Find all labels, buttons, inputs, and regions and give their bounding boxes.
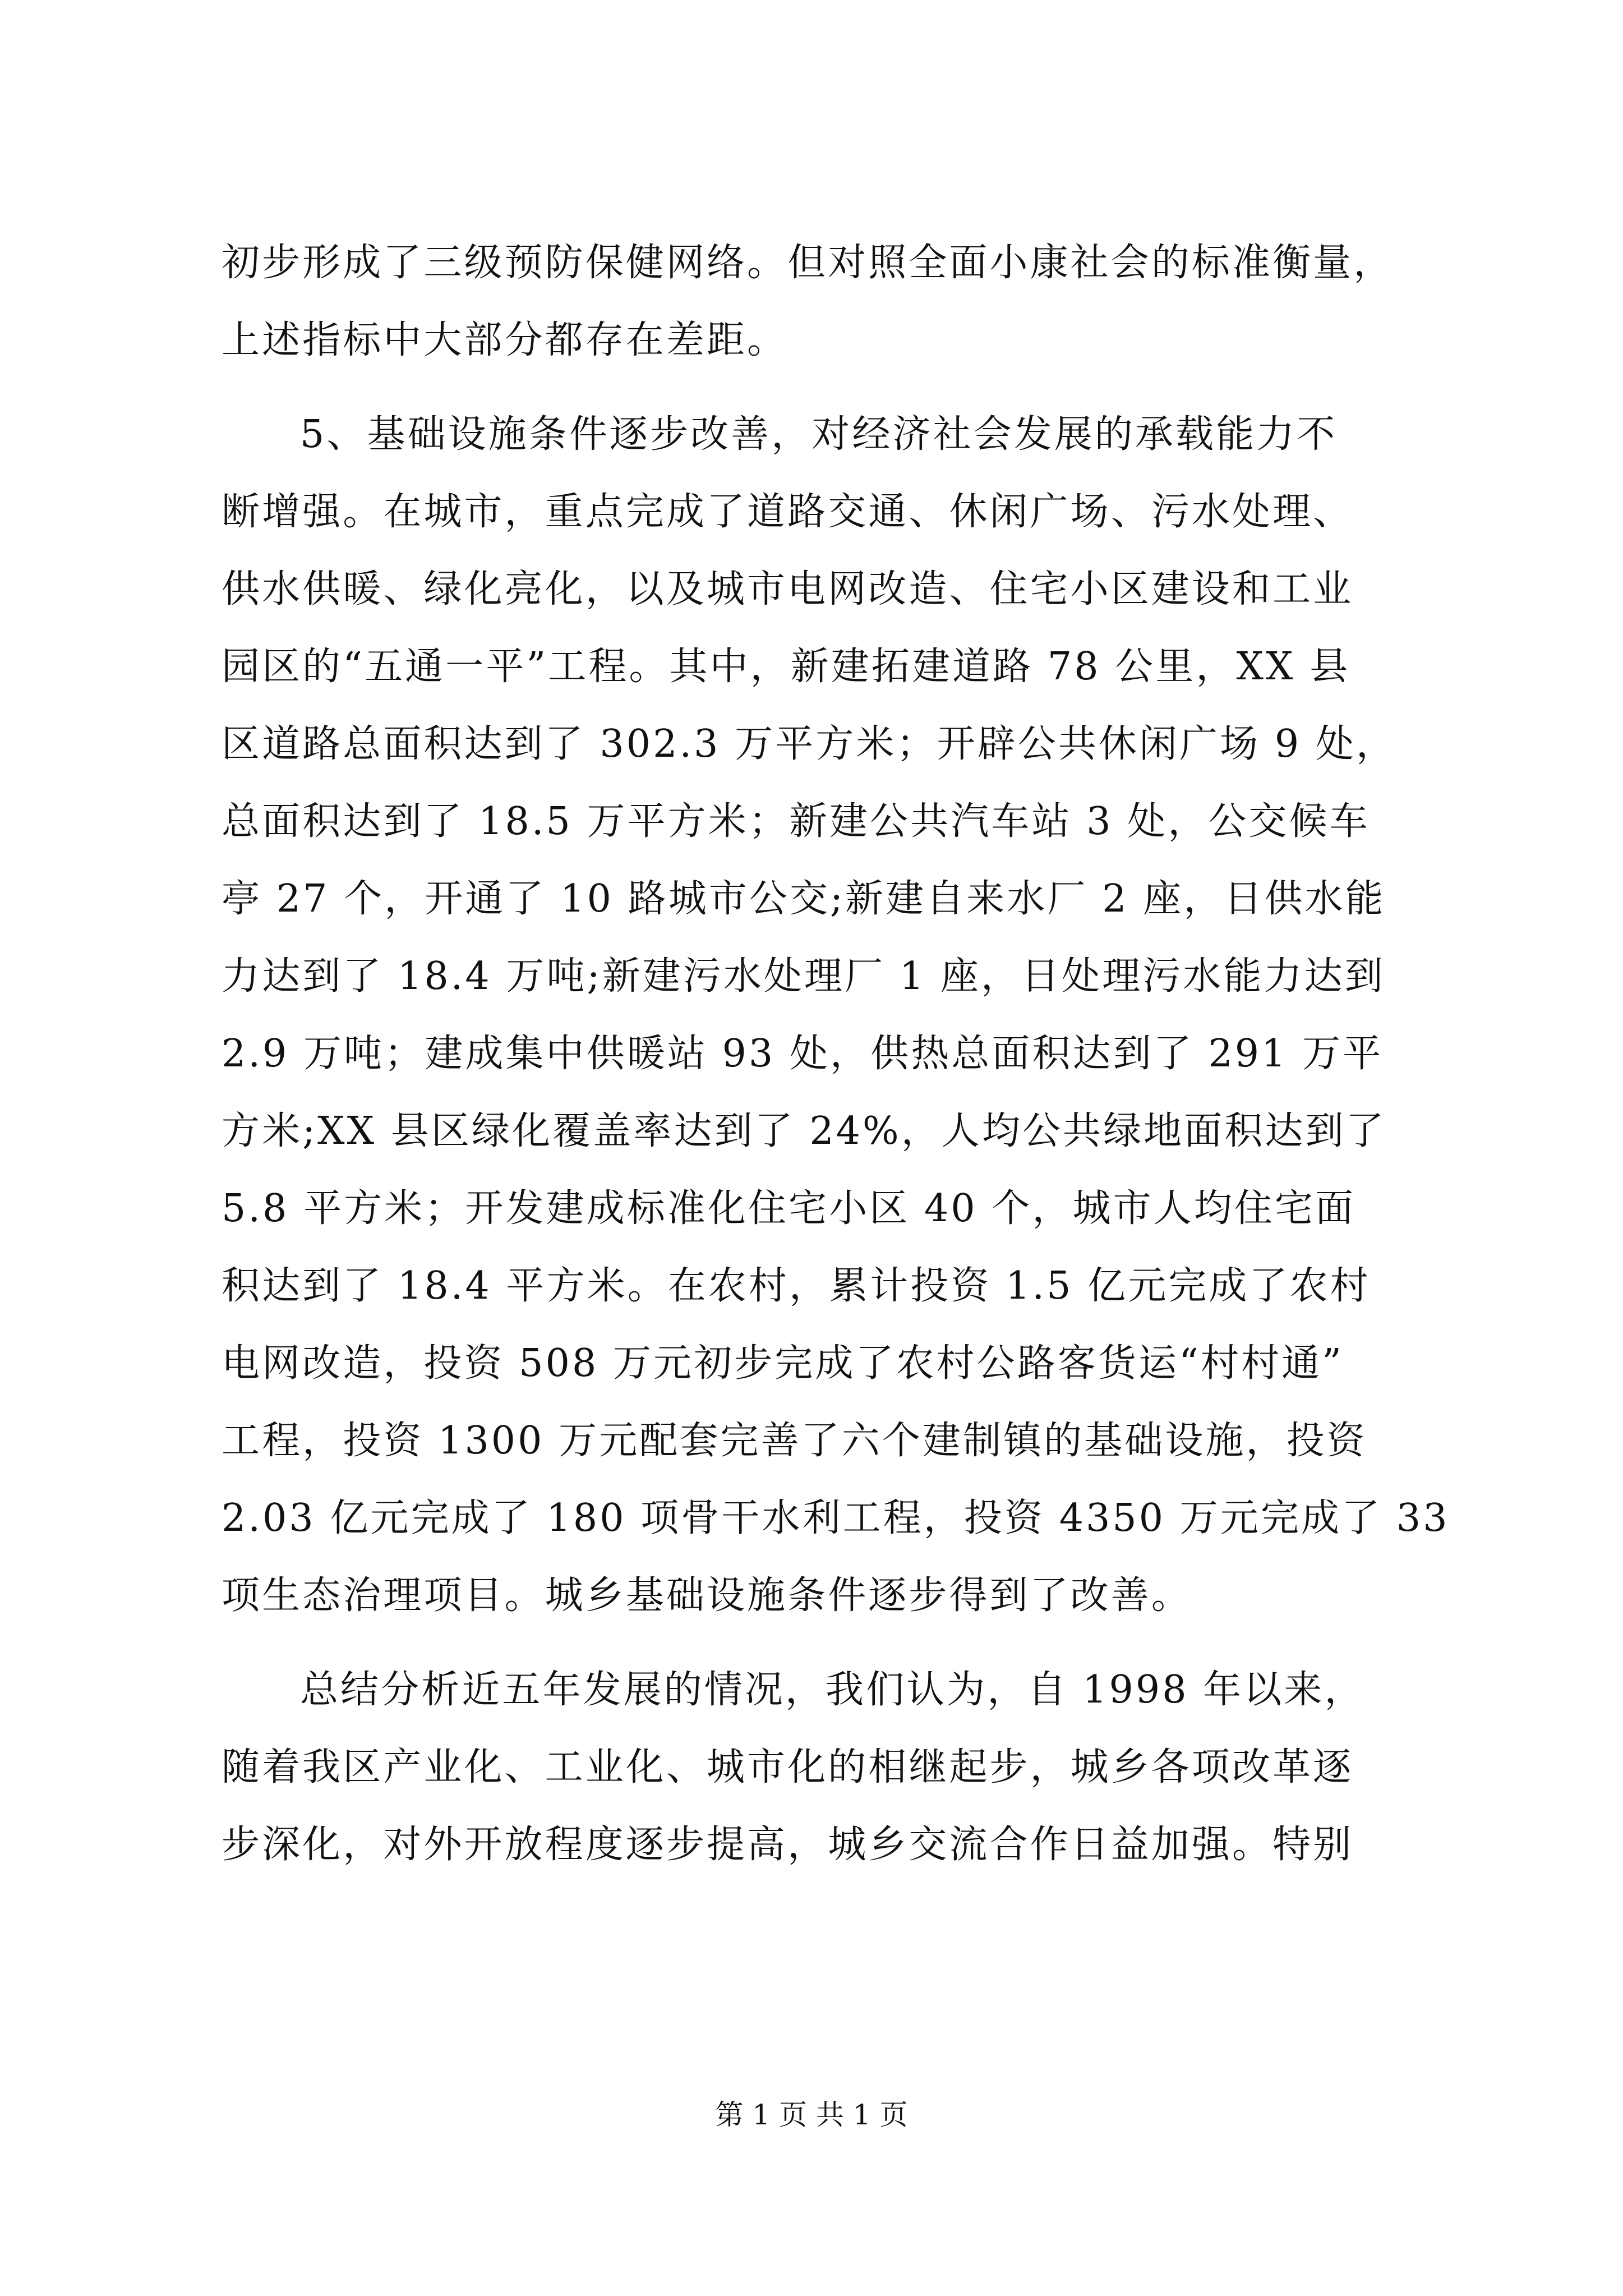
- text-line: 力达到了 18.4 万吨;新建污水处理厂 1 座，日处理污水能力达到: [222, 954, 1385, 999]
- text-line: 2.9 万吨；建成集中供暖站 93 处，供热总面积达到了 291 万平: [222, 1032, 1384, 1076]
- text-line: 区道路总面积达到了 302.3 万平方米；开辟公共休闲广场 9 处，: [222, 722, 1397, 766]
- text-line: 亭 27 个，开通了 10 路城市公交;新建自来水厂 2 座，日供水能: [222, 877, 1386, 921]
- text-line: 方米;XX 县区绿化覆盖率达到了 24%，人均公共绿地面积达到了: [222, 1109, 1386, 1153]
- text-line: 总面积达到了 18.5 万平方米；新建公共汽车站 3 处，公交候车: [222, 799, 1370, 844]
- text-line: 项生态治理项目。城乡基础设施条件逐步得到了改善。: [222, 1573, 1192, 1618]
- text-line: 工程，投资 1300 万元配套完善了六个建制镇的基础设施，投资: [222, 1419, 1367, 1463]
- text-line: 随着我区产业化、工业化、城市化的相继起步，城乡各项改革逐: [222, 1745, 1354, 1789]
- page-footer: [0, 2098, 1623, 2132]
- text-line: 供水供暖、绿化亮化，以及城市电网改造、住宅小区建设和工业: [222, 567, 1354, 611]
- text-line: 积达到了 18.4 平方米。在农村，累计投资 1.5 亿元完成了农村: [222, 1264, 1371, 1308]
- text-line: 初步形成了三级预防保健网络。但对照全面小康社会的标准衡量，: [222, 241, 1394, 285]
- text-line: 5.8 平方米；开发建成标准化住宅小区 40 个，城市人均住宅面: [222, 1186, 1356, 1231]
- text-line: 2.03 亿元完成了 180 项骨干水利工程，投资 4350 万元完成了 33: [222, 1496, 1450, 1540]
- text-line: 步深化，对外开放程度逐步提高，城乡交流合作日益加强。特别: [222, 1823, 1354, 1867]
- text-line: 园区的“五通一平”工程。其中，新建拓建道路 78 公里，XX 县: [222, 645, 1350, 689]
- paragraph-gap: [222, 379, 1427, 396]
- document-body: [222, 224, 1450, 1884]
- paragraph-gap: [222, 1635, 1427, 1651]
- page-number-label: 第 1 页 共 1 页: [715, 2099, 908, 2131]
- text-line: 断增强。在城市，重点完成了道路交通、休闲广场、污水处理、: [222, 490, 1354, 534]
- text-line: 上述指标中大部分都存在差距。: [222, 318, 788, 362]
- text-line: 5、基础设施条件逐步改善，对经济社会发展的承载能力不: [300, 412, 1338, 457]
- text-line: 总结分析近五年发展的情况，我们认为，自 1998 年以来，: [300, 1668, 1365, 1712]
- text-line: 电网改造，投资 508 万元初步完成了农村公路客货运“村村通”: [222, 1341, 1344, 1386]
